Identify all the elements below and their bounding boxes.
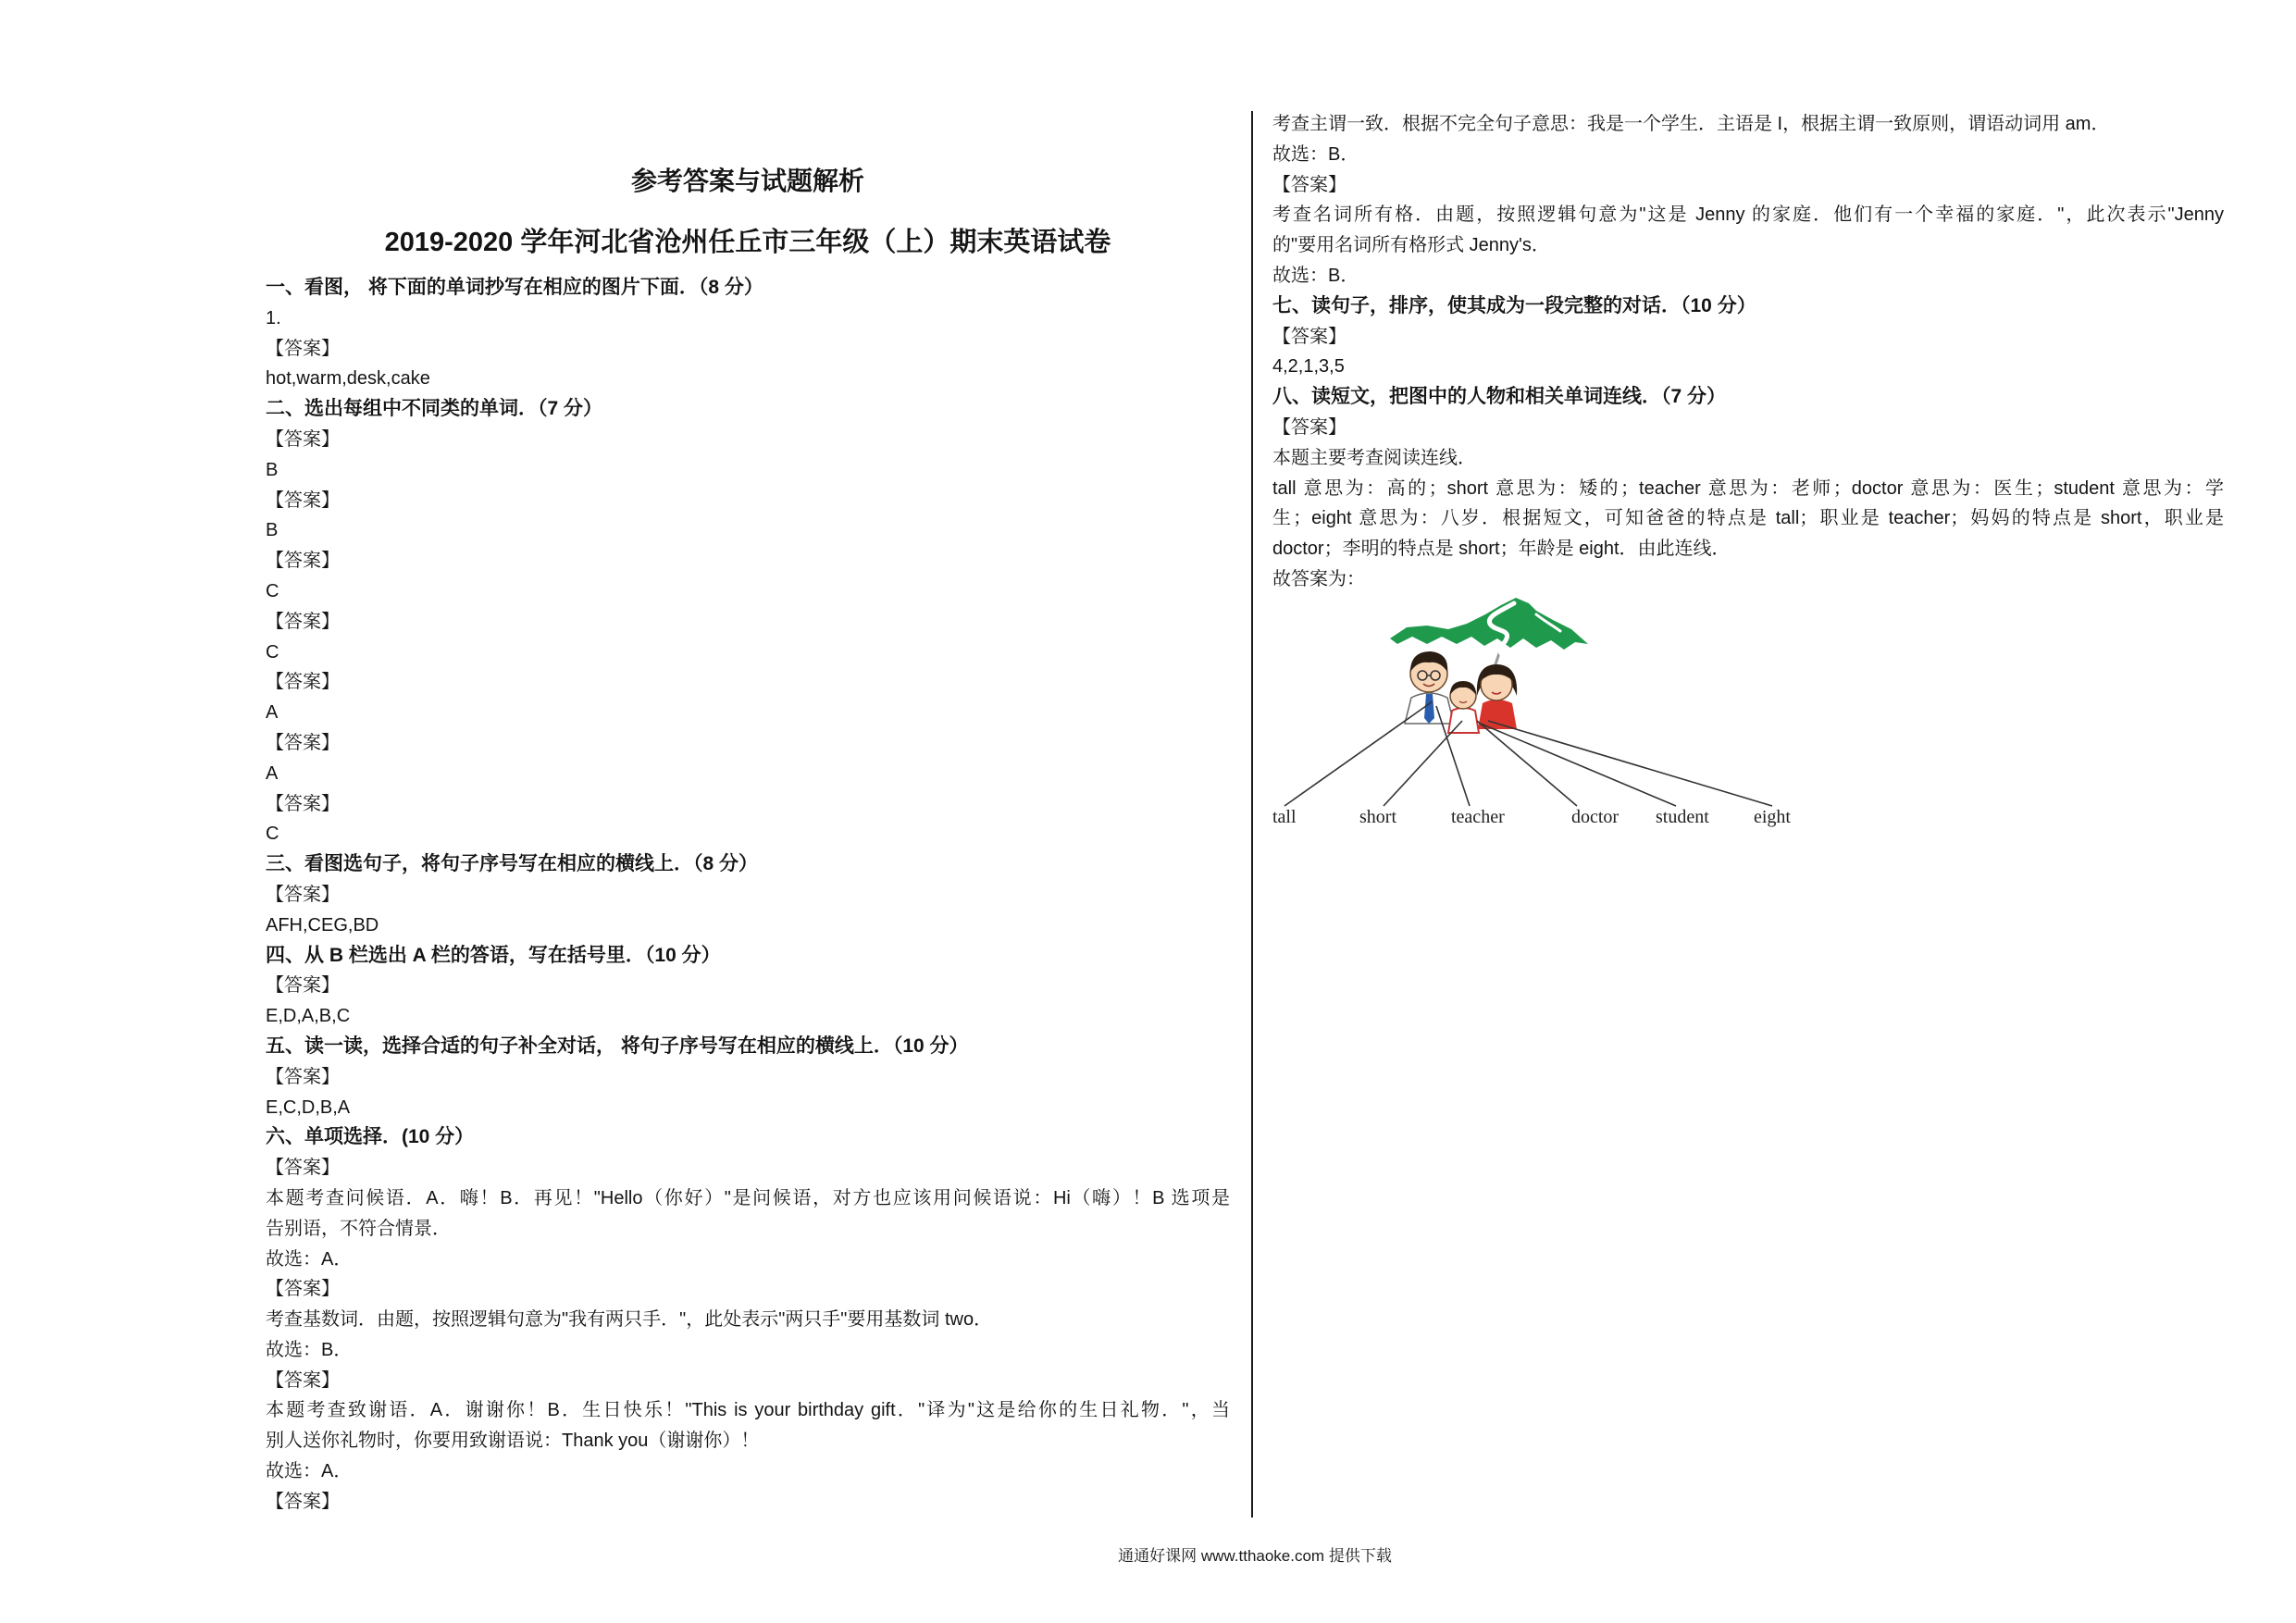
match-word-short: short [1359,807,1396,827]
answer-text: E,C,D,B,A [266,1096,351,1118]
answer-text: C [266,824,279,845]
answer-label: 【答案】 [266,884,340,905]
explanation-line: tall 意思为：高的；short 意思为：矮的；teacher 意思为：老师；doctor 意思为：医生；student 意思为：学 [1272,477,2224,499]
explanation-line: doctor；李明的特点是 short；年龄是 eight．由此连线． [1272,539,1731,560]
answer-label: 【答案】 [266,611,340,632]
section-heading-1: 一、看图， 将下面的单词抄写在相应的图片下面．（8 分） [266,277,763,298]
answer-text: A [266,762,279,784]
answer-choice: 故选：A． [266,1248,353,1270]
explanation-line: 本题主要考查阅读连线． [1272,447,1476,468]
answer-label: 【答案】 [266,428,340,450]
explanation-line: 考查基数词．由题，按照逻辑句意为"我有两只手．"，此处表示"两只手"要用基数词 two． [266,1309,993,1331]
question-number: 1. [266,307,281,328]
explanation-line: 别人送你礼物时，你要用致谢语说：Thank you（谢谢你）！ [266,1431,760,1452]
answer-label: 【答案】 [266,1491,340,1512]
explanation-line: 生；eight 意思为：八岁．根据短文，可知爸爸的特点是 tall；职业是 teacher；妈妈的特点是 short，职业是 [1272,508,2224,529]
answer-label: 【答案】 [1272,326,1347,347]
answer-label: 【答案】 [266,732,340,753]
section-heading-2: 二、选出每组中不同类的单词．（7 分） [266,398,603,420]
answer-intro: 故答案为： [1272,568,1365,589]
father-figure [1405,651,1454,724]
section-heading-6: 六、单项选择．(10 分） [266,1126,475,1148]
left-column [266,273,1230,1518]
answer-choice: 故选：B． [266,1339,353,1360]
answer-label: 【答案】 [266,672,340,693]
match-lines [1285,701,1772,806]
answer-label: 【答案】 [266,338,340,359]
match-word-eight: eight [1754,807,1791,827]
matching-figure [1259,583,1832,851]
right-column [1272,109,2224,595]
answer-text: A [266,702,279,724]
match-line-doctor [1477,721,1577,806]
match-line-tall [1285,701,1433,806]
section-heading-7: 七、读句子，排序，使其成为一段完整的对话．（10 分） [1272,294,1756,316]
answer-label: 【答案】 [266,489,340,511]
match-line-eight [1488,721,1772,806]
explanation-line: 考查主谓一致．根据不完全句子意思：我是一个学生．主语是 I，根据主谓一致原则，谓语动词用 am． [1272,114,2110,134]
answer-text: hot,warm,desk,cake [266,368,430,390]
explanation-line: 的"要用名词所有格形式 Jenny's． [1272,235,1550,256]
answer-choice: 故选：B． [1272,265,1359,286]
answer-label: 【答案】 [266,1279,340,1300]
column-divider [1251,111,1253,1518]
answer-text: C [266,580,279,601]
answer-label: 【答案】 [266,1066,340,1087]
answer-label: 【答案】 [266,1158,340,1179]
section-heading-5: 五、读一读，选择合适的句子补全对话， 将句子序号写在相应的横线上．（10 分） [266,1035,969,1057]
answer-choice: 故选：A． [266,1461,353,1482]
mother-figure [1477,664,1517,729]
answer-text: B [266,459,279,480]
answer-text: AFH,CEG,BD [266,914,379,935]
section-heading-4: 四、从 B 栏选出 A 栏的答语，写在括号里．（10 分） [266,944,721,966]
answer-label: 【答案】 [1272,416,1347,438]
footer-credit: 通通好课网 www.tthaoke.com 提供下载 [1118,1547,1392,1565]
answer-label: 【答案】 [266,793,340,814]
explanation-line: 本题考查致谢语．A．谢谢你！B．生日快乐！"This is your birthday gift．"译为"这是给你的生日礼物．"，当 [266,1400,1230,1421]
section-heading-8: 八、读短文，把图中的人物和相关单词连线．（7 分） [1272,386,1727,408]
match-word-teacher: teacher [1451,807,1505,827]
answer-text: B [266,520,279,541]
boy-figure [1448,681,1479,733]
answer-label: 【答案】 [266,975,340,997]
page-title: 参考答案与试题解析 [630,167,864,195]
answer-text: C [266,641,279,663]
father-tie [1424,694,1434,724]
answer-label: 【答案】 [266,1369,340,1391]
answer-label: 【答案】 [266,551,340,572]
match-word-student: student [1656,807,1709,827]
answer-choice: 故选：B． [1272,143,1359,165]
answer-text: E,D,A,B,C [266,1006,351,1027]
explanation-line: 本题考查问候语．A．嗨！B．再见！"Hello（你好）"是问候语，对方也应该用问候语说：Hi（嗨）！B 选项是 [266,1187,1230,1208]
match-word-tall: tall [1272,807,1297,827]
answer-label: 【答案】 [1272,174,1347,195]
explanation-line: 告别语，不符合情景． [266,1218,451,1239]
match-word-doctor: doctor [1571,807,1620,827]
match-line-student [1481,724,1676,806]
answer-text: 4,2,1,3,5 [1272,356,1345,378]
explanation-line: 考查名词所有格．由题，按照逻辑句意为"这是 Jenny 的家庭．他们有一个幸福的家庭．"，此次表示"Jenny [1272,204,2224,226]
section-heading-3: 三、看图选句子，将句子序号写在相应的横线上．（8 分） [266,853,759,875]
match-line-short [1384,721,1462,806]
exam-title: 2019-2020 学年河北省沧州任丘市三年级（上）期末英语试卷 [384,228,1111,257]
boy-body [1448,708,1479,733]
matching-figure-svg [1259,583,1832,851]
